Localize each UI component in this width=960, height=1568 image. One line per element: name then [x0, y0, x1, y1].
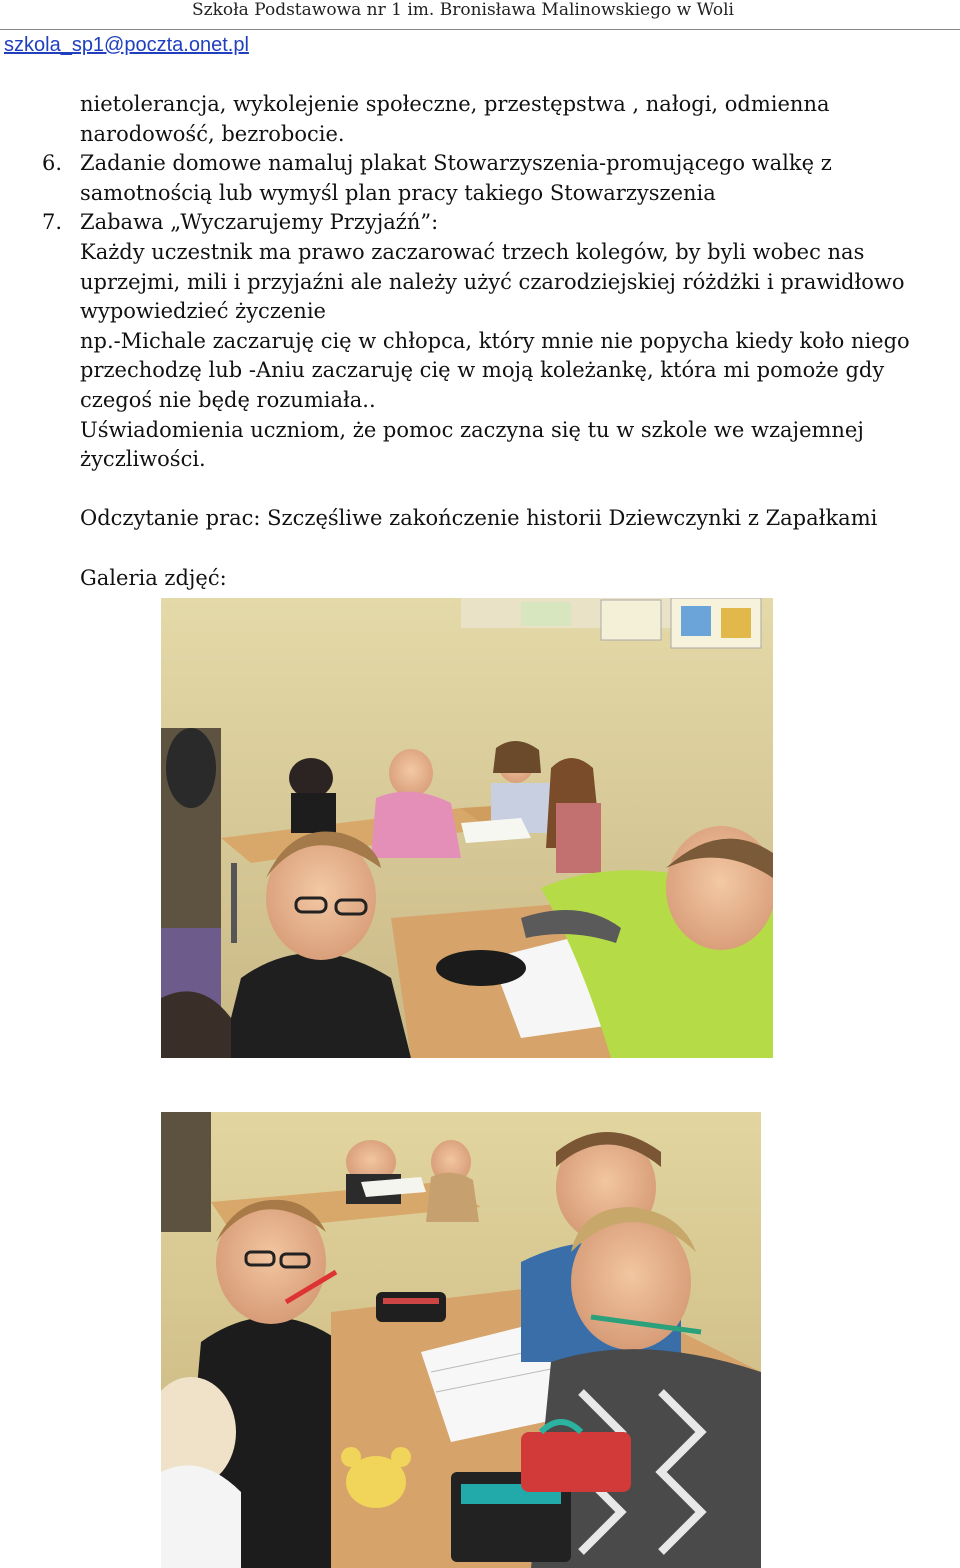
gallery-label: Galeria zdjęć: — [80, 565, 227, 590]
document-body — [42, 90, 940, 593]
spacer — [80, 475, 940, 505]
spacer — [80, 534, 940, 564]
text-line: uprzejmi, mili i przyjaźni ale należy użyć czarodziejskiej różdżki i prawidłowo — [80, 269, 905, 294]
text-line: narodowość, bezrobocie. — [80, 121, 345, 146]
classroom-photo-2-image — [161, 1112, 761, 1568]
text-line: czegoś nie będę rozumiała.. — [80, 387, 376, 412]
text-line: Uświadomienia uczniom, że pomoc zaczyna się tu w szkole we wzajemnej — [80, 417, 864, 442]
text-line: Każdy uczestnik ma prawo zaczarować trzech kolegów, by byli wobec nas — [80, 239, 865, 264]
school-email-link[interactable]: szkola_sp1@poczta.onet.pl — [4, 34, 249, 56]
text-line: samotnością lub wymyśl plan pracy takiego Stowarzyszenia — [80, 180, 716, 205]
list-item-6 — [42, 149, 940, 208]
classroom-photo-1-image — [161, 598, 773, 1058]
text-line: Zabawa „Wyczarujemy Przyjaźń”: — [80, 210, 439, 235]
text-line: Zadanie domowe namaluj plakat Stowarzyszenia-promującego walkę z — [80, 151, 832, 176]
list-number: 7. — [42, 210, 63, 235]
list-item-continuation — [80, 90, 940, 149]
gallery-photo-1 — [161, 598, 773, 1058]
text-line: nietolerancja, wykolejenie społeczne, przestępstwa , nałogi, odmienna — [80, 92, 830, 116]
text-line: np.-Michale zaczaruję cię w chłopca, który mnie nie popycha kiedy koło niego — [80, 328, 910, 353]
header-divider — [0, 29, 960, 30]
list-item-7 — [42, 208, 940, 474]
text-line: wypowiedzieć życzenie — [80, 299, 326, 324]
text-line: życzliwości. — [80, 447, 206, 472]
list-number: 6. — [42, 151, 63, 176]
school-name-header: Szkoła Podstawowa nr 1 im. Bronisława Malinowskiego w Woli — [192, 0, 734, 20]
gallery-photo-2 — [161, 1112, 761, 1568]
text-line: przechodzę lub -Aniu zaczaruję cię w moją koleżankę, która mi pomoże gdy — [80, 358, 885, 383]
reading-paragraph: Odczytanie prac: Szczęśliwe zakończenie historii Dziewczynki z Zapałkami — [80, 506, 878, 531]
